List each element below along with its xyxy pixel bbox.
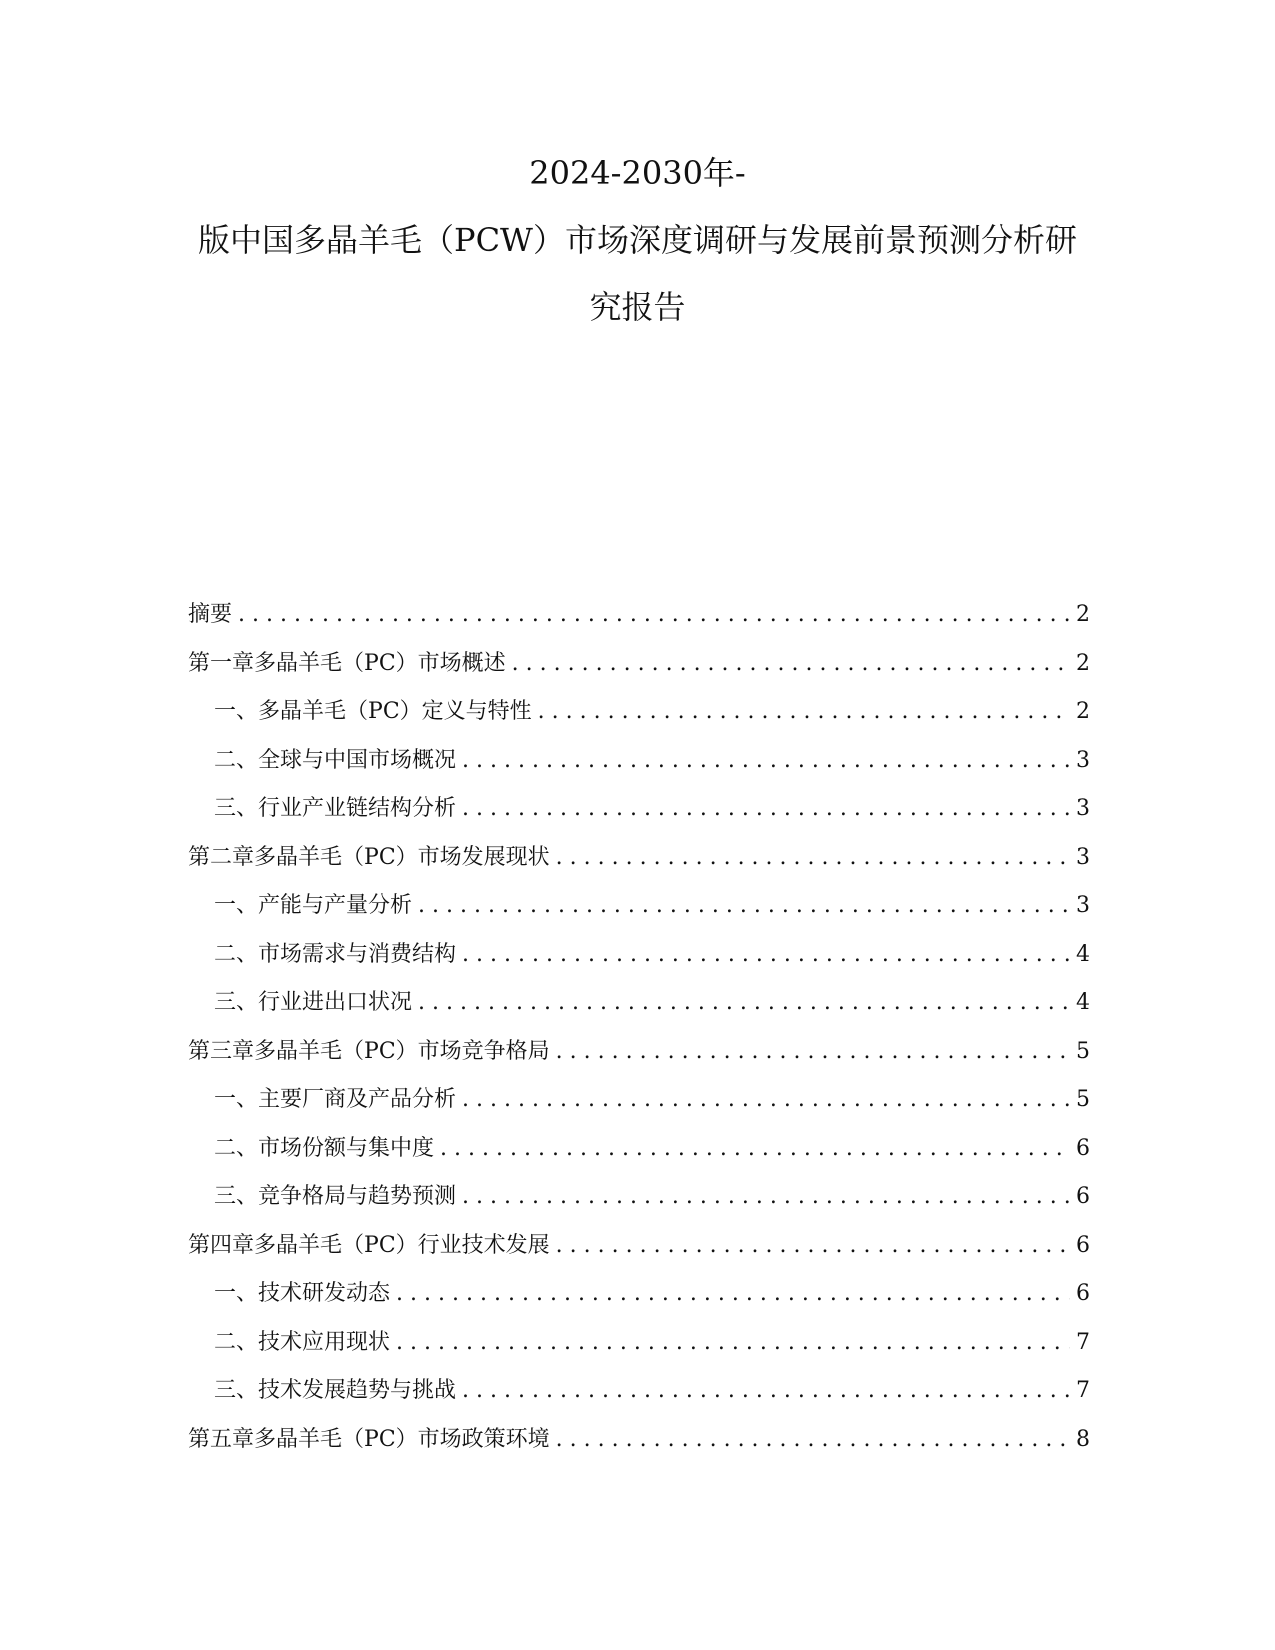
toc-entry-number: 二、 [214, 941, 259, 967]
document-title [150, 140, 1125, 341]
toc-entry-label: 产能与产量分析 [258, 893, 413, 918]
toc-entry-page: 5 [1076, 1087, 1090, 1112]
toc-entry-page: 6 [1076, 1184, 1090, 1209]
toc-entry-label: 摘要 [188, 602, 233, 627]
toc-dot-leader [538, 699, 1070, 724]
toc-dot-leader [418, 990, 1070, 1015]
toc-dot-leader [462, 796, 1070, 821]
toc-entry-label: 多晶羊毛（PC）市场竞争格局 [254, 1038, 550, 1064]
toc-entry-number: 第三章 [188, 1038, 255, 1064]
toc-entry-label: 全球与中国市场概况 [258, 747, 457, 773]
toc-dot-leader [556, 1039, 1070, 1064]
toc-entry-number: 二、 [214, 747, 259, 773]
toc-dot-leader [462, 1378, 1070, 1403]
toc-entry-page: 6 [1076, 1281, 1090, 1306]
toc-entry-number: 二、 [214, 1135, 259, 1161]
toc-entry-label: 竞争格局与趋势预测 [258, 1184, 457, 1209]
toc-entry-page: 2 [1076, 650, 1090, 676]
toc-dot-leader [556, 845, 1070, 870]
title-line: 究报告 [589, 288, 686, 326]
toc-entry-label: 市场需求与消费结构 [258, 941, 457, 967]
toc-entry-page: 7 [1076, 1378, 1090, 1403]
toc-entry[interactable] [188, 840, 1090, 889]
toc-entry-label: 多晶羊毛（PC）定义与特性 [258, 699, 532, 724]
toc-dot-leader [462, 748, 1070, 773]
toc-entry-number: 三、 [214, 990, 259, 1015]
title-line: 版中国多晶羊毛（PCW）市场深度调研与发展前景预测分析研 [198, 221, 1077, 259]
toc-entry-page: 6 [1076, 1232, 1090, 1258]
toc-entry-page: 7 [1076, 1329, 1090, 1355]
toc-entry-page: 2 [1076, 699, 1090, 724]
toc-dot-leader [462, 1087, 1070, 1112]
toc-entry[interactable] [188, 1034, 1090, 1083]
toc-entry-page: 5 [1076, 1038, 1090, 1064]
toc-entry-label: 行业产业链结构分析 [258, 796, 457, 821]
toc-dot-leader [462, 1184, 1070, 1209]
toc-dot-leader [396, 1330, 1070, 1355]
toc-entry-number: 三、 [214, 1184, 259, 1209]
toc-entry-label: 主要厂商及产品分析 [258, 1087, 457, 1112]
toc-entry[interactable] [188, 1422, 1090, 1471]
toc-entry[interactable] [188, 1228, 1090, 1277]
toc-entry-label: 市场份额与集中度 [258, 1135, 435, 1161]
toc-entry-label: 技术研发动态 [258, 1281, 391, 1306]
toc-dot-leader [238, 602, 1070, 627]
title-line: 2024-2030年- [529, 154, 746, 192]
toc-dot-leader [440, 1136, 1070, 1161]
toc-entry-label: 多晶羊毛（PC）市场发展现状 [254, 844, 550, 870]
toc-entry[interactable] [188, 743, 1090, 792]
toc-entry-label: 多晶羊毛（PC）市场概述 [254, 650, 506, 676]
toc-entry-number: 一、 [214, 1087, 259, 1112]
toc-dot-leader [512, 651, 1070, 676]
toc-entry-page: 3 [1076, 747, 1090, 773]
toc-entry-label: 多晶羊毛（PC）市场政策环境 [254, 1426, 550, 1452]
toc-entry-label: 技术应用现状 [258, 1329, 391, 1355]
toc-entry-number: 一、 [214, 699, 259, 724]
toc-entry-page: 3 [1076, 796, 1090, 821]
toc-entry-number: 二、 [214, 1329, 259, 1355]
toc-entry[interactable] [188, 694, 1090, 743]
toc-entry[interactable] [188, 646, 1090, 695]
toc-entry[interactable] [188, 1276, 1090, 1325]
toc-entry-page: 3 [1076, 844, 1090, 870]
toc-entry-label: 多晶羊毛（PC）行业技术发展 [254, 1232, 550, 1258]
toc-entry-number: 第四章 [188, 1232, 255, 1258]
toc-entry[interactable] [188, 1082, 1090, 1131]
toc-entry-number: 第一章 [188, 650, 255, 676]
toc-entry[interactable] [188, 888, 1090, 937]
toc-entry-number: 三、 [214, 796, 259, 821]
toc-dot-leader [396, 1281, 1070, 1306]
toc-entry[interactable] [188, 597, 1090, 646]
toc-entry-number: 第五章 [188, 1426, 255, 1452]
toc-entry-label: 技术发展趋势与挑战 [258, 1378, 457, 1403]
toc-entry[interactable] [188, 985, 1090, 1034]
toc-entry-page: 6 [1076, 1135, 1090, 1161]
toc-entry[interactable] [188, 791, 1090, 840]
toc-entry-number: 三、 [214, 1378, 259, 1403]
toc-entry-page: 3 [1076, 893, 1090, 918]
toc-entry[interactable] [188, 1179, 1090, 1228]
toc-dot-leader [462, 942, 1070, 967]
table-of-contents [188, 597, 1090, 1470]
toc-entry[interactable] [188, 1373, 1090, 1422]
toc-entry-page: 4 [1076, 941, 1090, 967]
toc-entry-page: 2 [1076, 602, 1090, 627]
toc-dot-leader [556, 1427, 1070, 1452]
toc-entry[interactable] [188, 937, 1090, 986]
toc-entry-page: 8 [1076, 1426, 1090, 1452]
toc-entry-label: 行业进出口状况 [258, 990, 413, 1015]
toc-dot-leader [418, 893, 1070, 918]
toc-entry[interactable] [188, 1131, 1090, 1180]
toc-entry-page: 4 [1076, 990, 1090, 1015]
toc-dot-leader [556, 1233, 1070, 1258]
toc-entry-number: 第二章 [188, 844, 255, 870]
toc-entry-number: 一、 [214, 893, 259, 918]
toc-entry-number: 一、 [214, 1281, 259, 1306]
toc-entry[interactable] [188, 1325, 1090, 1374]
